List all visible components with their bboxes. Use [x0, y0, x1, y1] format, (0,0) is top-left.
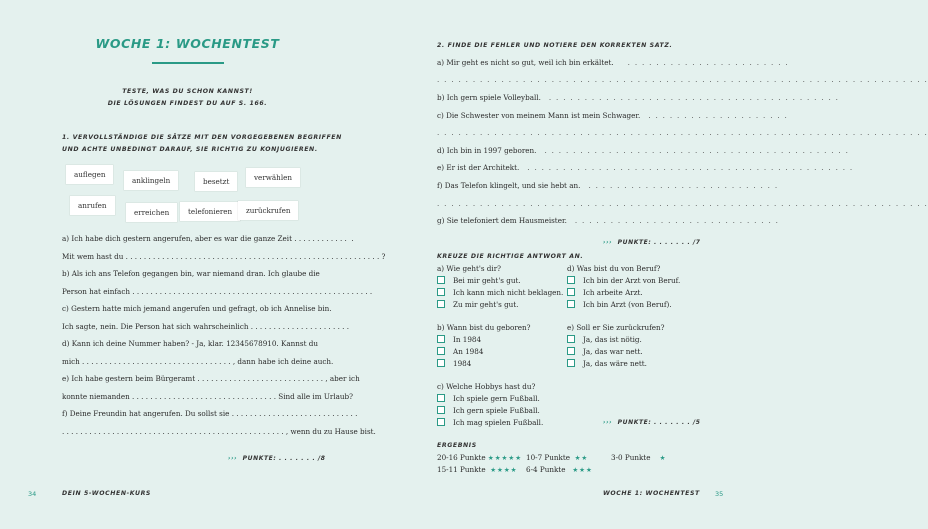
task2-item-e: e) Er ist der Architekt. . . . . . . . . . . . . . . . . . . . . . . . . . . . . . . . . . . . . . . . . . . . . . . — [437, 163, 854, 172]
points-task2 — [603, 239, 701, 246]
answer-line: . . . . . . . . . . . . . . . . . . . . . . . . . . . . . . . . . . . . . . . . . . . . . . . . . . . . . . . . . . . . . . . . . . . . . — [437, 199, 928, 208]
word-card-besetzt: besetzt — [195, 172, 237, 191]
option-a3[interactable] — [437, 299, 518, 311]
option-e1[interactable] — [567, 334, 642, 346]
star-icon: ★★ — [574, 454, 589, 462]
task2-item-g: g) Sie telefoniert dem Hausmeister. . . . . . . . . . . . . . . . . . . . . . . . . . . . . . — [437, 216, 780, 225]
option-label: Ja, das ist nötig. — [583, 335, 642, 344]
option-a2[interactable] — [437, 287, 563, 299]
word-card-erreichen: erreichen — [126, 203, 177, 222]
option-label: Ich kann mich nicht beklagen. — [453, 288, 564, 297]
checkbox[interactable] — [567, 288, 575, 296]
task2-item-b: b) Ich gern spiele Volleyball. . . . . . . . . . . . . . . . . . . . . . . . . . . . . . . . . . . . . . . . . . — [437, 93, 840, 102]
footer-right: WOCHE 1: WOCHENTEST — [603, 490, 700, 497]
sentence-f2: . . . . . . . . . . . . . . . . . . . . . . . . . . . . . . . . . . . . . . . . . . . . . . . . . , wenn du zu Hause bist. — [62, 427, 376, 436]
task2-item-a: a) Mir geht es nicht so gut, weil ich bin erkältet. . . . . . . . . . . . . . . . . . . . . . . . — [437, 58, 789, 67]
word-card-telefonieren: telefonieren — [180, 202, 240, 221]
option-label: Ja, das wäre nett. — [583, 359, 647, 368]
checkbox[interactable] — [437, 335, 445, 343]
option-label: Ich arbeite Arzt. — [583, 288, 643, 297]
option-label: Bei mir geht's gut. — [453, 276, 521, 285]
points-task1-label: PUNKTE: . . . . . . . /8 — [242, 455, 326, 462]
sentence-a2: Mit wem hast du . . . . . . . . . . . . . . . . . . . . . . . . . . . . . . . . . . . . . . . . . . . . . . . . . . . . . . . . ? — [62, 252, 386, 261]
star-icon: ★★★ — [572, 466, 593, 474]
intro-line-2: DIE LÖSUNGEN FINDEST DU AUF S. 166. — [107, 100, 268, 107]
sentence-f1: f) Deine Freundin hat angerufen. Du sollst sie . . . . . . . . . . . . . . . . . . . . . . . . . . . . — [62, 409, 358, 418]
task2-heading: 2. FINDE DIE FEHLER UND NOTIERE DEN KORREKTEN SATZ. — [437, 42, 673, 49]
option-e2[interactable] — [567, 346, 643, 358]
question-e: e) Soll er Sie zurückrufen? — [567, 323, 665, 332]
page-number-left: 34 — [28, 490, 37, 498]
option-label: Ich gern spiele Fußball. — [453, 406, 540, 415]
question-b: b) Wann bist du geboren? — [437, 323, 531, 332]
option-label: Ich mag spielen Fußball. — [453, 418, 544, 427]
page-title: WOCHE 1: WOCHENTEST — [95, 36, 280, 51]
arrows-icon: ››› — [228, 455, 238, 462]
option-a1[interactable] — [437, 275, 521, 287]
ergebnis-row — [437, 452, 522, 464]
option-label: 1984 — [453, 359, 472, 368]
sentence-c2: Ich sagte, nein. Die Person hat sich wahrscheinlich . . . . . . . . . . . . . . . . . . . . . . — [62, 322, 349, 331]
option-b2[interactable] — [437, 346, 483, 358]
title-underline — [152, 62, 224, 64]
intro-line-1: TESTE, WAS DU SCHON KANNST! — [122, 88, 253, 95]
sentence-e2: konnte niemanden . . . . . . . . . . . . . . . . . . . . . . . . . . . . . . . . Sind alle im Urlaub? — [62, 392, 353, 401]
checkbox[interactable] — [567, 300, 575, 308]
ergebnis-row — [437, 464, 518, 476]
ergebnis-heading: ERGEBNIS — [437, 442, 477, 449]
task2-item-c-text: c) Die Schwester von meinem Mann ist mein Schwager. — [437, 111, 641, 120]
word-card-auflegen: auflegen — [66, 165, 113, 184]
points-task3 — [603, 419, 701, 426]
option-d1[interactable] — [567, 275, 680, 287]
star-icon: ★★★★ — [490, 466, 518, 474]
word-card-anklingeln: anklingeln — [124, 171, 178, 190]
checkbox[interactable] — [437, 288, 445, 296]
option-d2[interactable] — [567, 287, 643, 299]
option-c3[interactable] — [437, 417, 543, 429]
ergebnis-range: 20-16 Punkte — [437, 453, 486, 462]
checkbox[interactable] — [437, 359, 445, 367]
question-c: c) Welche Hobbys hast du? — [437, 382, 536, 391]
ergebnis-row — [611, 452, 666, 464]
checkbox[interactable] — [567, 335, 575, 343]
task2-item-a-text: a) Mir geht es nicht so gut, weil ich bin erkältet. — [437, 58, 614, 67]
checkbox[interactable] — [437, 394, 445, 402]
ergebnis-range: 6-4 Punkte — [526, 465, 566, 474]
sentence-c1: c) Gestern hatte mich jemand angerufen und gefragt, ob ich Annelise bin. — [62, 304, 332, 313]
checkbox[interactable] — [567, 347, 575, 355]
star-icon: ★ — [659, 454, 667, 462]
page-number-right: 35 — [715, 490, 724, 498]
task2-item-d: d) Ich bin in 1997 geboren. . . . . . . . . . . . . . . . . . . . . . . . . . . . . . . . . . . . . . . . . . . . — [437, 146, 850, 155]
checkbox[interactable] — [567, 276, 575, 284]
task2-item-f-text: f) Das Telefon klingelt, und sie hebt an. — [437, 181, 581, 190]
answer-line: . . . . . . . . . . . . . . . . . . . . . . . . . . . . . . . . . . . . . . . . . . . . . . . . . . . . . . . . . . . . . . . . . . . . . — [437, 128, 928, 137]
checkbox[interactable] — [437, 300, 445, 308]
task1-heading-line-1: 1. VERVOLLSTÄNDIGE DIE SÄTZE MIT DEN VORGEGEBENEN BEGRIFFEN — [62, 134, 342, 141]
sentence-a1: a) Ich habe dich gestern angerufen, aber es war die ganze Zeit . . . . . . . . . . . . . — [62, 234, 354, 243]
checkbox[interactable] — [437, 276, 445, 284]
task2-item-b-text: b) Ich gern spiele Volleyball. — [437, 93, 541, 102]
ergebnis-row — [526, 452, 588, 464]
task2-item-d-text: d) Ich bin in 1997 geboren. — [437, 146, 537, 155]
sentence-e1: e) Ich habe gestern beim Bürgeramt . . . . . . . . . . . . . . . . . . . . . . . . . . . . , aber ich — [62, 374, 360, 383]
sentence-d1: d) Kann ich deine Nummer haben? - Ja, klar. 12345678910. Kannst du — [62, 339, 318, 348]
task2-item-g-text: g) Sie telefoniert dem Hausmeister. — [437, 216, 567, 225]
footer-left: DEIN 5-WOCHEN-KURS — [62, 490, 151, 497]
option-e3[interactable] — [567, 358, 647, 370]
points-task1 — [228, 455, 326, 462]
checkbox[interactable] — [437, 406, 445, 414]
arrows-icon: ››› — [603, 239, 613, 246]
points-task2-label: PUNKTE: . . . . . . . /7 — [617, 239, 701, 246]
checkbox[interactable] — [437, 347, 445, 355]
task2-item-f: f) Das Telefon klingelt, und sie hebt an. . . . . . . . . . . . . . . . . . . . . . . . . . . . — [437, 181, 779, 190]
option-label: Ich bin der Arzt von Beruf. — [583, 276, 681, 285]
option-c2[interactable] — [437, 405, 540, 417]
question-d: d) Was bist du von Beruf? — [567, 264, 661, 273]
points-task3-label: PUNKTE: . . . . . . . /5 — [617, 419, 701, 426]
sentence-b2: Person hat einfach . . . . . . . . . . . . . . . . . . . . . . . . . . . . . . . . . . . . . . . . . . . . . . . . . . . . . — [62, 287, 373, 296]
task2-item-c: c) Die Schwester von meinem Mann ist mein Schwager. . . . . . . . . . . . . . . . . . . . . — [437, 111, 789, 120]
ergebnis-range: 15-11 Punkte — [437, 465, 486, 474]
task3-heading: KREUZE DIE RICHTIGE ANTWORT AN. — [437, 253, 584, 260]
option-label: In 1984 — [453, 335, 482, 344]
checkbox[interactable] — [567, 359, 575, 367]
sentence-d2: mich . . . . . . . . . . . . . . . . . . . . . . . . . . . . . . . . . , dann habe ich deine auch. — [62, 357, 334, 366]
option-label: Ja, das war nett. — [583, 347, 643, 356]
task1-heading-line-2: UND ACHTE UNBEDINGT DARAUF, SIE RICHTIG ZU KONJUGIEREN. — [62, 146, 318, 153]
star-icon: ★★★★★ — [487, 454, 523, 462]
task2-item-e-text: e) Er ist der Architekt. — [437, 163, 520, 172]
option-b3[interactable] — [437, 358, 471, 370]
option-b1[interactable] — [437, 334, 481, 346]
arrows-icon: ››› — [603, 419, 613, 426]
ergebnis-range: 10-7 Punkte — [526, 453, 571, 462]
answer-line: . . . . . . . . . . . . . . . . . . . . . . . . . . . . . . . . . . . . . . . . . . . . . . . . . . . . . . . . . . . . . . . . . . . . . — [437, 75, 928, 84]
sentence-b1: b) Als ich ans Telefon gegangen bin, war niemand dran. Ich glaube die — [62, 269, 320, 278]
option-label: An 1984 — [453, 347, 484, 356]
option-label: Zu mir geht's gut. — [453, 300, 519, 309]
ergebnis-row — [526, 464, 593, 476]
word-card-zurueckrufen: zurückrufen — [238, 201, 298, 220]
option-d3[interactable] — [567, 299, 672, 311]
checkbox[interactable] — [437, 418, 445, 426]
option-label: Ich bin Arzt (von Beruf). — [583, 300, 672, 309]
option-label: Ich spiele gern Fußball. — [453, 394, 540, 403]
word-card-anrufen: anrufen — [70, 196, 115, 215]
word-card-verwaehlen: verwählen — [246, 168, 300, 187]
ergebnis-range: 3-0 Punkte — [611, 453, 651, 462]
question-a: a) Wie geht's dir? — [437, 264, 501, 273]
option-c1[interactable] — [437, 393, 540, 405]
